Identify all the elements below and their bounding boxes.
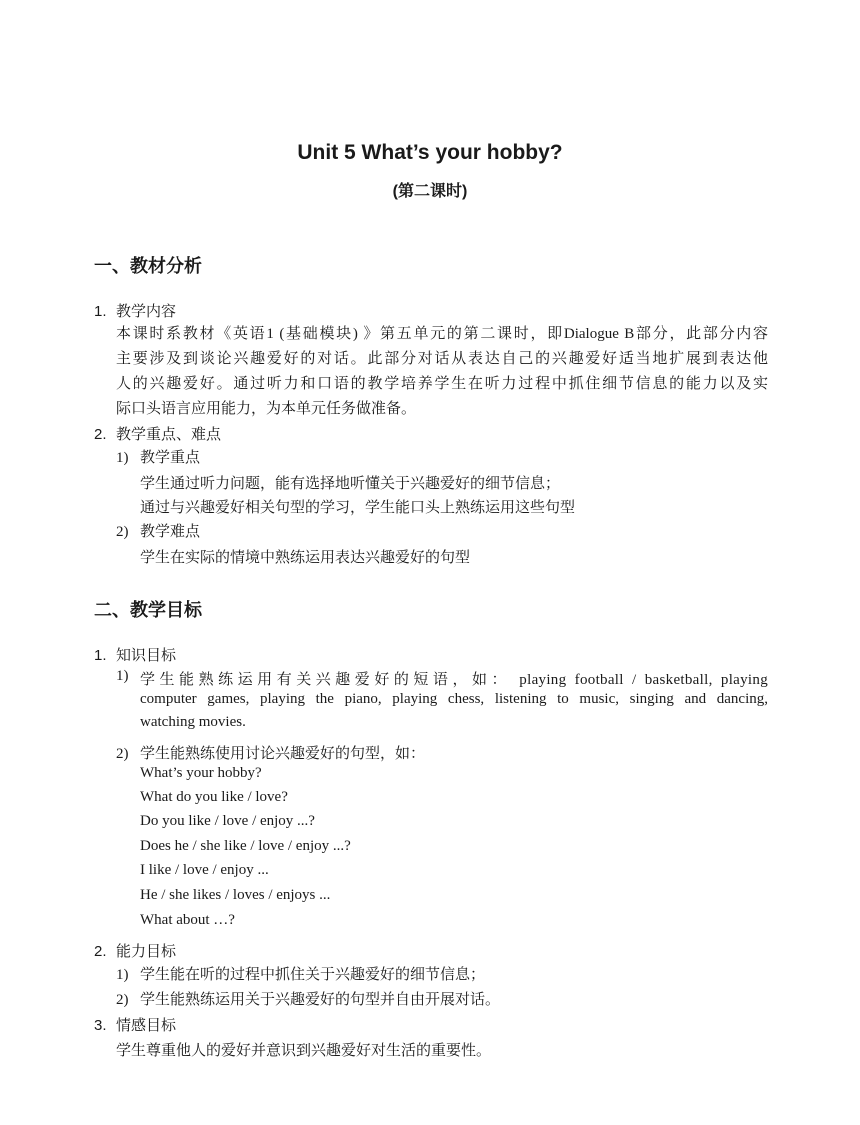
- list-number: 2): [116, 992, 129, 1008]
- list-number: 1.: [94, 303, 107, 320]
- paragraph-line: 学生在实际的情境中熟练运用表达兴趣爱好的句型: [140, 550, 471, 566]
- list-number: 2): [116, 746, 129, 762]
- example-sentence: I like / love / enjoy ...: [140, 862, 269, 878]
- paragraph-line: 学生通过听力问题，能有选择地听懂关于兴趣爱好的细节信息；: [140, 476, 561, 492]
- paragraph-line: 学生尊重他人的爱好并意识到兴趣爱好对生活的重要性。: [116, 1043, 492, 1059]
- section-heading-materials-analysis: 一、教材分析: [94, 256, 202, 276]
- page-subtitle: (第二课时): [392, 183, 468, 200]
- example-sentence: He / she likes / loves / enjoys ...: [140, 887, 331, 903]
- example-sentence: What about …?: [140, 912, 235, 928]
- list-number: 1.: [94, 647, 107, 664]
- subheading-knowledge-objectives: [94, 644, 176, 665]
- paragraph-line: 通过与兴趣爱好相关句型的学习，学生能口头上熟练运用这些句型: [140, 500, 576, 516]
- list-number: 1): [116, 668, 129, 684]
- example-sentence: Does he / she like / love / enjoy ...?: [140, 838, 351, 854]
- subheading-label: 教学重点、难点: [116, 426, 222, 443]
- paragraph-line: 学生能熟练运用有关兴趣爱好的短语，如： playing football / basketball, playing: [140, 672, 768, 688]
- subheading-label: 教学内容: [116, 303, 177, 320]
- subitem-label: 学生能在听的过程中抓住关于兴趣爱好的细节信息；: [140, 967, 486, 983]
- subitem-label: 学生能熟练使用讨论兴趣爱好的句型，如：: [140, 746, 426, 762]
- example-sentence: Do you like / love / enjoy ...?: [140, 813, 315, 829]
- paragraph-line: 人的兴趣爱好。通过听力和口语的教学培养学生在听力过程中抓住细节信息的能力以及实: [116, 376, 768, 392]
- list-number: 2): [116, 524, 129, 540]
- subitem-key-points: [116, 446, 200, 467]
- paragraph-line: 际口头语言应用能力，为本单元任务做准备。: [116, 401, 417, 417]
- subheading-label: 能力目标: [116, 943, 177, 960]
- subitem-label: 学生能熟练运用关于兴趣爱好的句型并自由开展对话。: [140, 992, 501, 1008]
- list-number: 2.: [94, 943, 107, 960]
- paragraph-line: 主要涉及到谈论兴趣爱好的对话。此部分对话从表达自己的兴趣爱好适当地扩展到表达他: [116, 351, 768, 367]
- subheading-label: 知识目标: [116, 647, 177, 664]
- example-sentence: What do you like / love?: [140, 789, 288, 805]
- subitem-ability-1: [116, 963, 485, 984]
- subitem-label: 教学难点: [140, 524, 201, 540]
- subheading-ability-objectives: [94, 940, 176, 961]
- list-number: 3.: [94, 1017, 107, 1034]
- page-title: Unit 5 What’s your hobby?: [297, 141, 563, 164]
- subheading-emotional-objectives: [94, 1014, 176, 1035]
- paragraph-line: 本课时系教材《英语1 (基础模块) 》第五单元的第二课时，即Dialogue B部分，此部分内容: [116, 326, 768, 342]
- list-number: 1): [116, 967, 129, 983]
- subitem-difficult-points: [116, 520, 200, 541]
- subitem-sentence-patterns: [116, 742, 425, 763]
- subheading-teaching-content: [94, 300, 176, 321]
- subheading-key-difficult-points: [94, 423, 221, 444]
- paragraph-line: computer games, playing the piano, playing chess, listening to music, singing and dancing,: [140, 691, 768, 707]
- section-heading-teaching-objectives: 二、教学目标: [94, 600, 202, 620]
- list-number: 2.: [94, 426, 107, 443]
- subitem-label: 教学重点: [140, 450, 201, 466]
- list-number: 1): [116, 450, 129, 466]
- example-sentence: What’s your hobby?: [140, 765, 262, 781]
- paragraph-line: watching movies.: [140, 714, 246, 730]
- subitem-ability-2: [116, 988, 500, 1009]
- subheading-label: 情感目标: [116, 1017, 177, 1034]
